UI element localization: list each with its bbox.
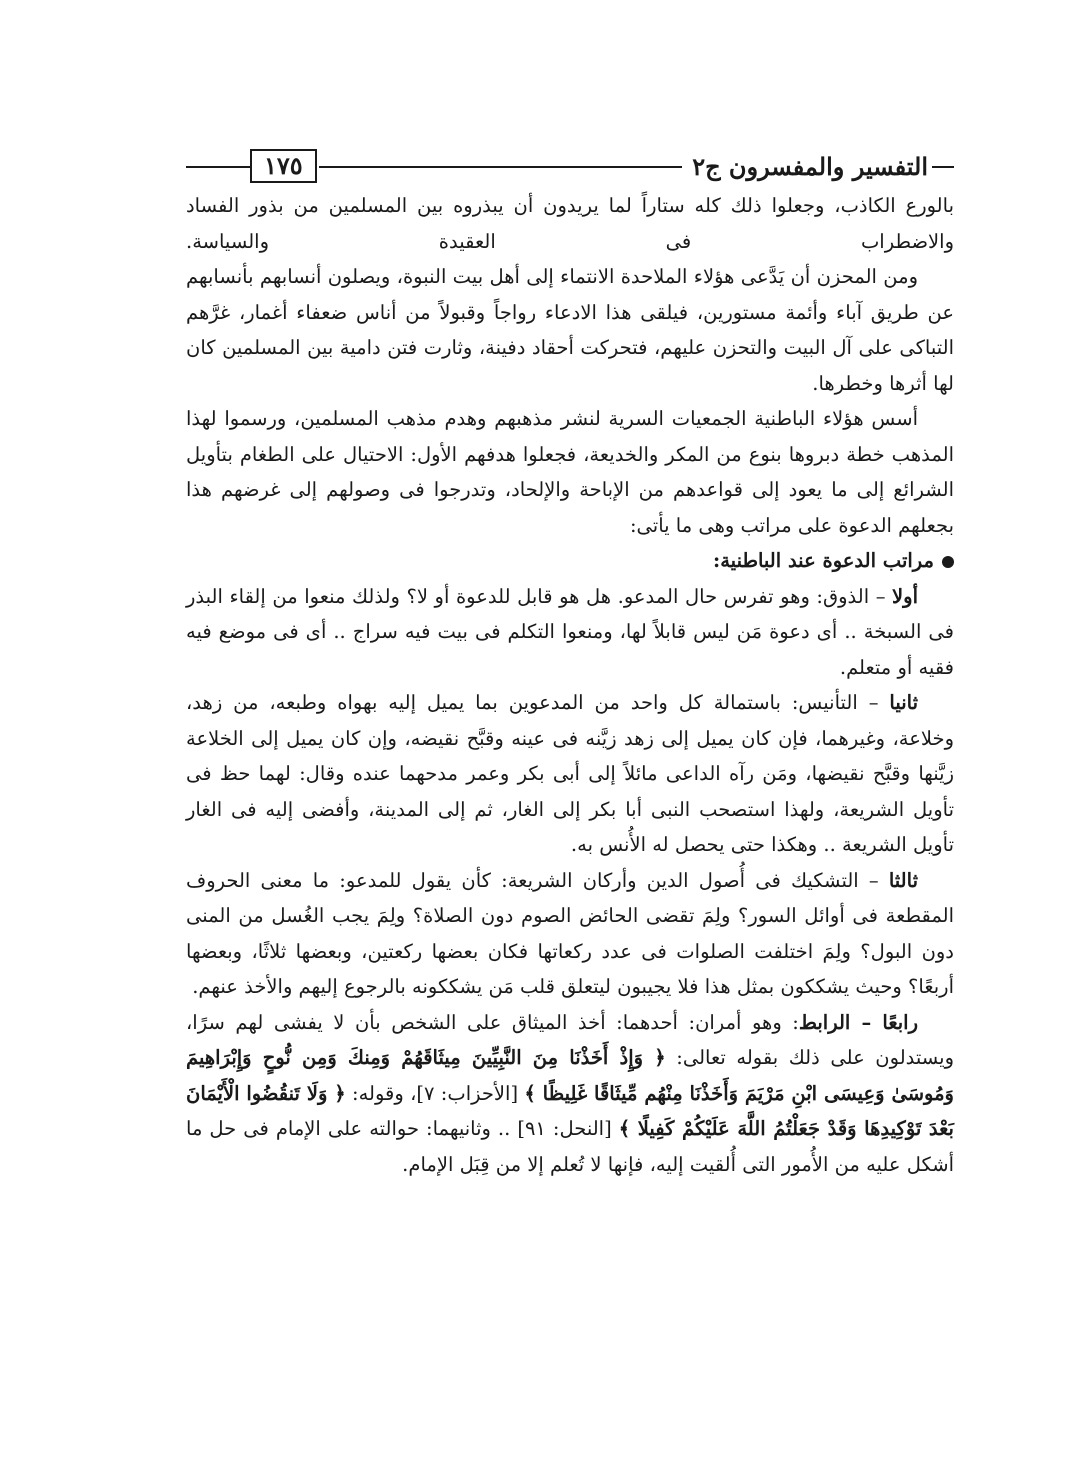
stage-4-text-b: وقوله:	[345, 1081, 411, 1105]
section-heading-text: مراتب الدعوة عند الباطنية:	[713, 549, 934, 572]
page-body	[186, 188, 954, 1182]
quran-verse-1: ﴿ وَإِذْ أَخَذْنَا مِنَ النَّبِيِّينَ مِيثَاقَهُمْ وَمِنكَ وَمِن نُّوحٍ وَإِبْرَاهِيمَ وَمُوسَىٰ وَعِيسَى ابْنِ مَرْيَمَ وَأَخَذْنَا مِنْهُم مِّيثَاقًا غَلِيظًا ﴾	[186, 1046, 954, 1105]
stage-3	[186, 863, 954, 1005]
stage-4-text-c: .. وثانيهما: حوالته على الإمام فى حل ما أشكل عليه من الأُمور التى أُلقيت إليه، فإنها لا تُعلم إلا من قِبَل الإمام.	[186, 1117, 954, 1176]
paragraph-1: بالورع الكاذب، وجعلوا ذلك كله ستاراً لما يريدون أن يبذروه بين المسلمين من بذور الفساد والاضطراب فى العقيدة والسياسة.	[186, 194, 954, 253]
section-heading	[186, 543, 954, 579]
running-header	[186, 148, 954, 184]
stage-4-text-a: : وهو أمران: أحدهما: أخذ الميثاق على الشخص بأن لا يفشى لهم سرًا، ويستدلون على ذلك بقوله تعالى:	[186, 1010, 954, 1069]
stage-4	[186, 1005, 954, 1183]
stage-2-text: – التأنيس: باستمالة كل واحد من المدعوين بما يميل إليه بهواه وطبعه، من زهد، وخلاعة، وغيرهما، فإن كان يميل إلى زهد زيَّنه فى عينه وقبَّح نقيضه، وإن كان يميل إلى الخلاعة زيَّنها وقبَّح نقيضها، ومَن رآه الداعى مائلاً إلى أبى بكر وعمر مدحهما عنده وقال: لهما حظ فى تأويل الشريعة، ولهذا استصحب النبى أبا بكر إلى الغار، ثم إلى المدينة، وأفضى إليه فى الغار تأويل الشريعة .. وهكذا حتى يحصل له الأُنس به.	[186, 691, 954, 856]
quran-ref-2: [النحل: ٩١]	[517, 1117, 619, 1140]
stage-3-text: – التشكيك فى أُصول الدين وأركان الشريعة: كأن يقول للمدعو: ما معنى الحروف المقطعة فى أوائل السور؟ ولِمَ تقضى الحائض الصوم دون الصلاة؟ ولِمَ يجب الغُسل من المنى دون البول؟ ولِمَ اختلفت الصلوات فى عدد ركعاتها فكان بعضها ركعتين، وبعضها ثلاثًا، وبعضها أربعًا؟ وحيث يشككون بمثل هذا فلا يجيبون ليتعلق قلب مَن يشككونه بالرجوع إليهم والأخذ عنهم.	[186, 868, 954, 998]
stage-2-label: ثانيا	[889, 691, 918, 714]
stage-4-label: رابعًا – الرابط	[798, 1010, 918, 1034]
book-title: التفسير والمفسرون ج٢	[682, 152, 954, 181]
quran-verse-2: ﴿ وَلَا تَنقُضُوا الْأَيْمَانَ بَعْدَ تَوْكِيدِهَا وَقَدْ جَعَلْتُمُ اللَّهَ عَلَيْكُمْ كَفِيلًا ﴾	[186, 1081, 954, 1140]
quran-ref-1: [الأحزاب: ٧]،	[410, 1081, 525, 1105]
paragraph-3: أسس هؤلاء الباطنية الجمعيات السرية لنشر مذهبهم وهدم مذهب المسلمين، ورسموا لهذا المذهب خطة دبروها بنوع من المكر والخديعة، فجعلوا هدفهم الأول: الاحتيال على الطغام بتأويل الشرائع إلى ما يعود إلى قواعدهم من الإباحة والإلحاد، وتدرجوا فى وصولهم إلى غرضهم هذا بجعلهم الدعوة على مراتب وهى ما يأتى:	[186, 407, 954, 537]
paragraph-2: ومن المحزن أن يَدَّعى هؤلاء الملاحدة الانتماء إلى أهل بيت النبوة، ويصلون أنسابهم بأنسابهم عن طريق آباء وأئمة مستورين، فيلقى هذا الادعاء رواجاً وقبولاً من أناس ضعفاء أغمار، غرَّهم التباكى على آل البيت والتحزن عليهم، فتحركت أحقاد دفينة، وثارت فتن دامية بين المسلمين كان لها أثرها وخطرها.	[186, 265, 954, 395]
header-rule	[319, 166, 683, 168]
stage-3-label: ثالثا	[888, 868, 918, 892]
stage-1	[186, 579, 954, 686]
stage-1-label: أولا	[892, 584, 918, 608]
header-rule-end	[186, 166, 250, 168]
bullet-icon	[942, 556, 954, 568]
page-number: ١٧٥	[250, 149, 317, 183]
stage-1-text: – الذوق: وهو تفرس حال المدعو. هل هو قابل للدعوة أو لا؟ ولذلك منعوا من إلقاء البذر فى السبخة .. أى دعوة مَن ليس قابلاً لها، ومنعوا التكلم فى بيت فيه سراج .. أى فى موضع فيه فقيه أو متعلم.	[186, 584, 954, 679]
stage-2	[186, 685, 954, 863]
